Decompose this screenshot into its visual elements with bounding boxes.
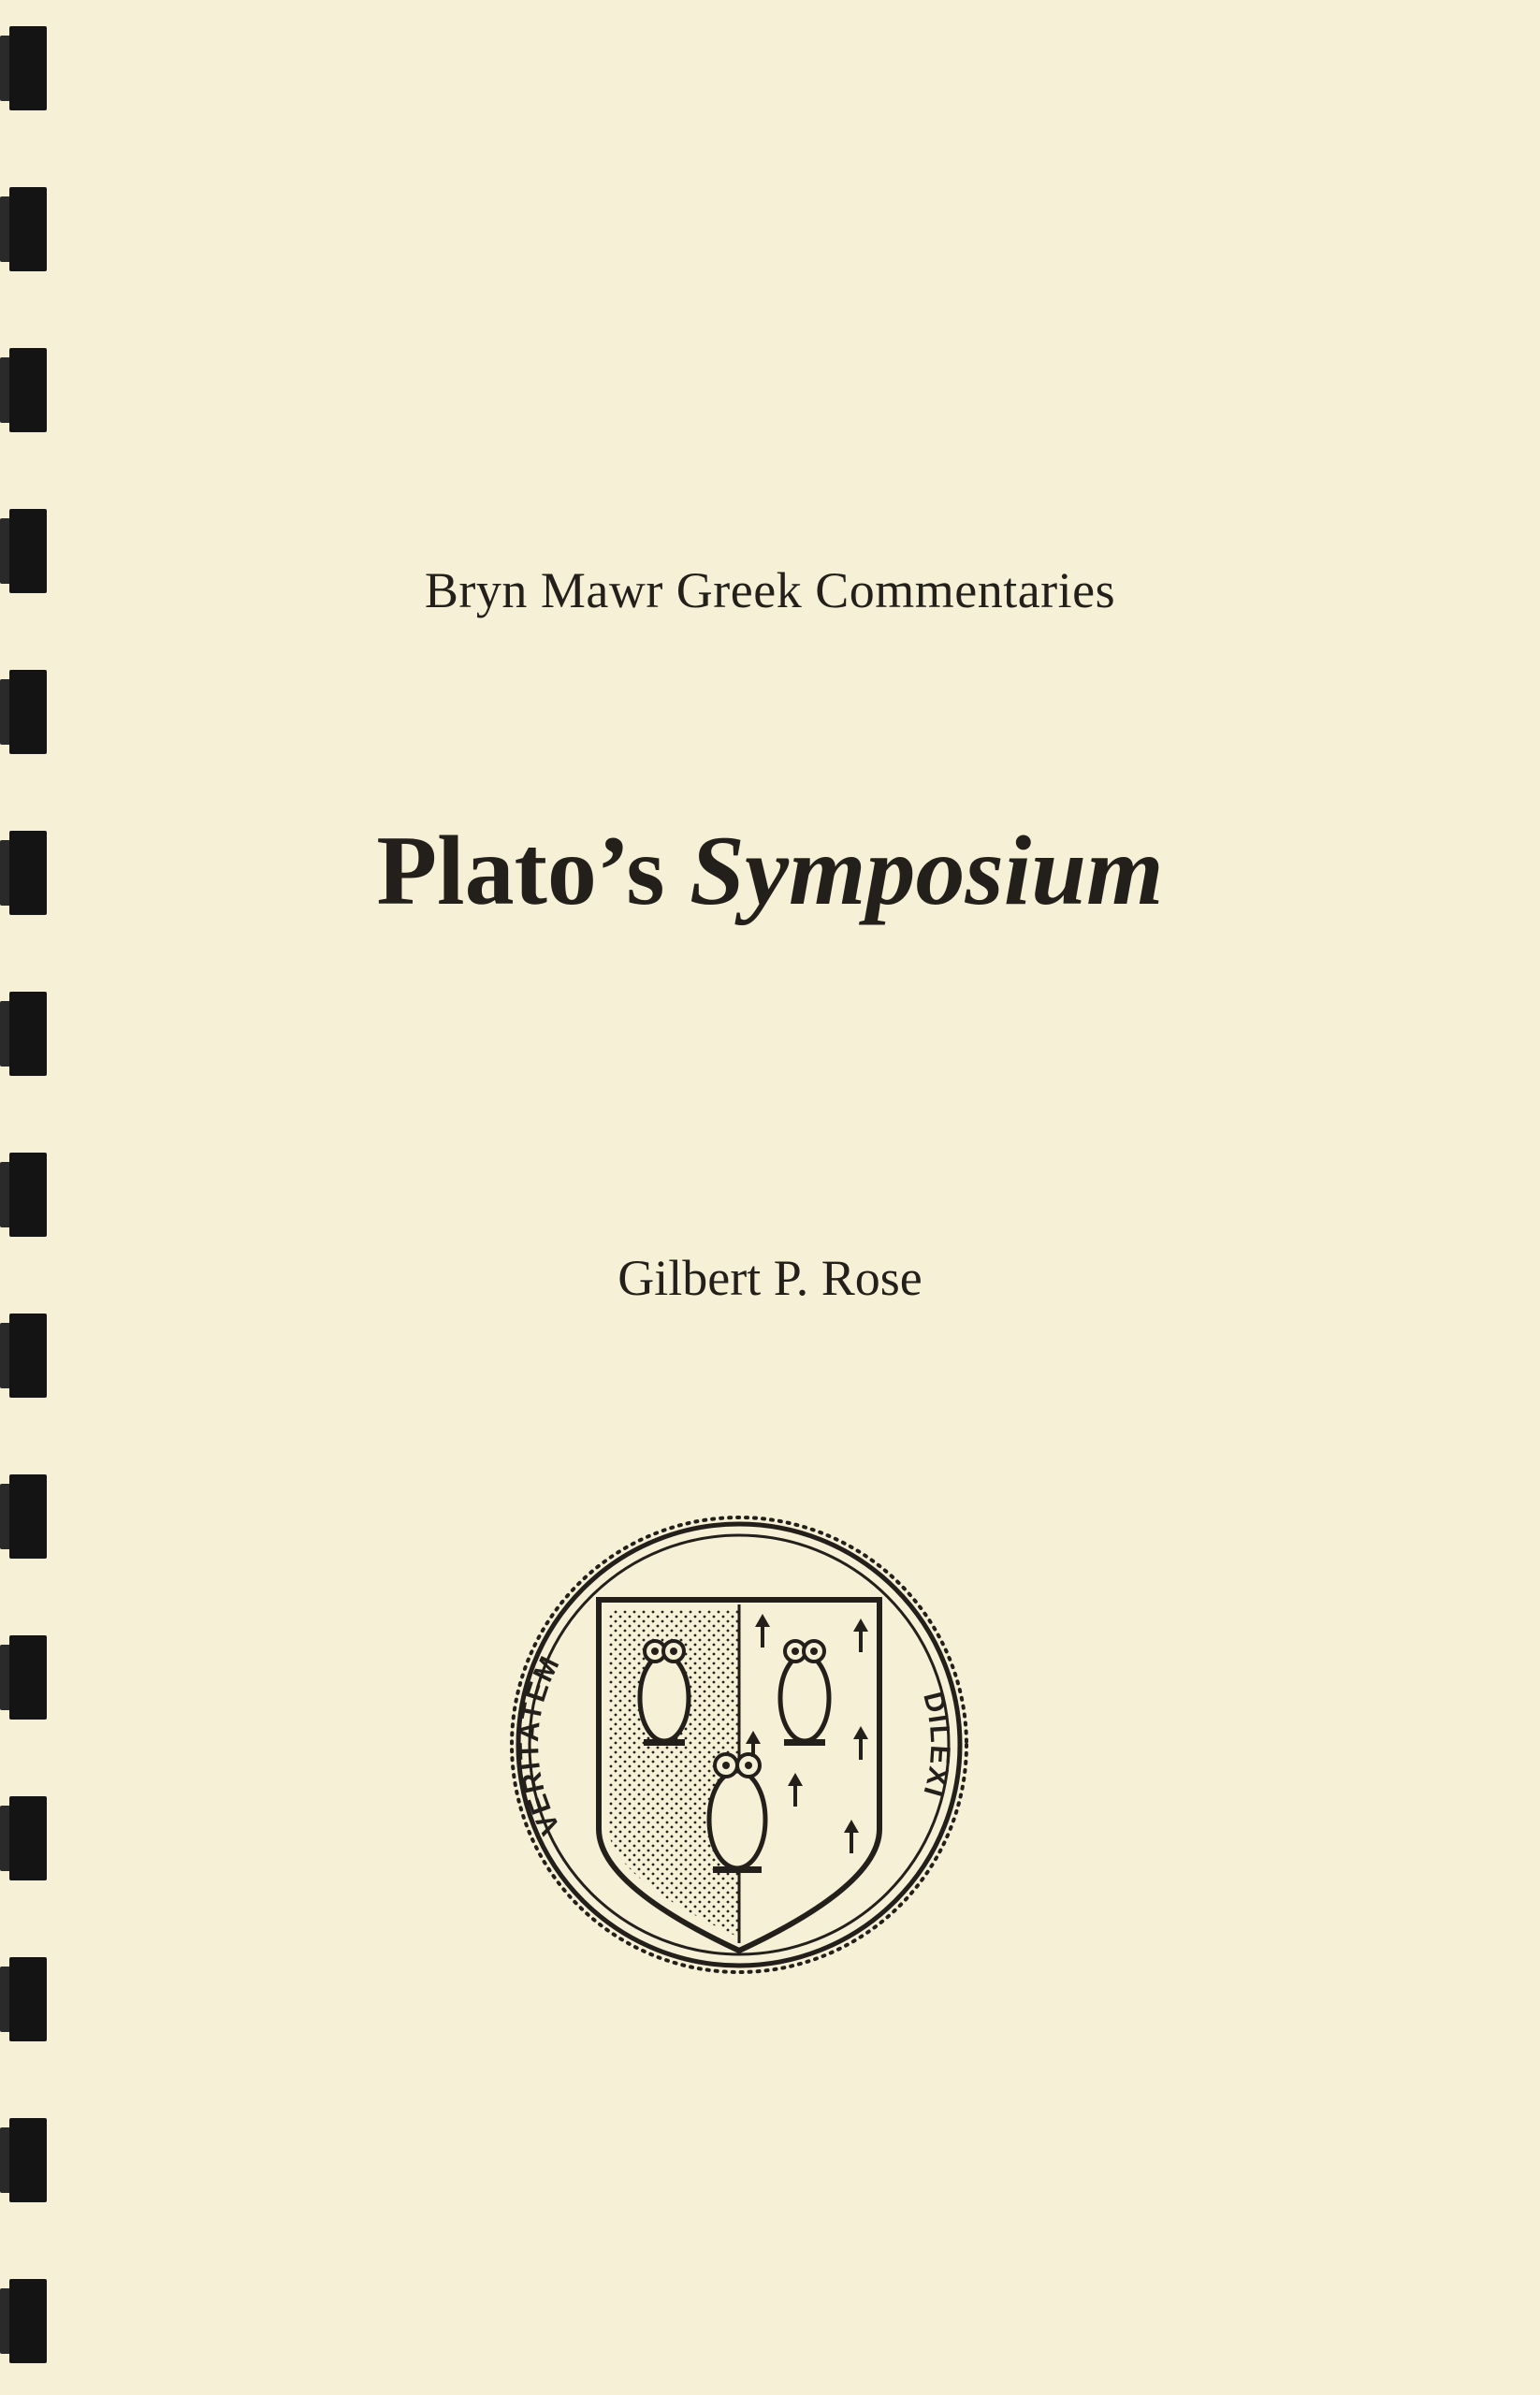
book-title <box>0 814 1540 928</box>
book-title-italic: Symposium <box>690 816 1164 925</box>
spiral-binding <box>0 0 56 2395</box>
binding-coil <box>0 26 49 110</box>
series-title: Bryn Mawr Greek Commentaries <box>424 562 1116 618</box>
binding-coil <box>0 1635 49 1720</box>
binding-coil <box>0 1314 49 1398</box>
seal-motto-left: VERITATEM <box>513 1650 567 1840</box>
college-seal-icon <box>505 1511 973 1979</box>
binding-coil <box>0 187 49 271</box>
binding-coil <box>0 670 49 754</box>
binding-coil <box>0 2118 49 2202</box>
author-name: Gilbert P. Rose <box>617 1250 923 1306</box>
seal-motto-right: DILEXI <box>916 1689 956 1802</box>
binding-coil <box>0 2279 49 2363</box>
binding-coil <box>0 348 49 432</box>
binding-coil <box>0 1957 49 2041</box>
binding-coil <box>0 1153 49 1237</box>
binding-coil <box>0 1796 49 1880</box>
binding-coil <box>0 992 49 1076</box>
binding-coil <box>0 1474 49 1559</box>
book-title-plain: Plato’s <box>376 816 665 925</box>
